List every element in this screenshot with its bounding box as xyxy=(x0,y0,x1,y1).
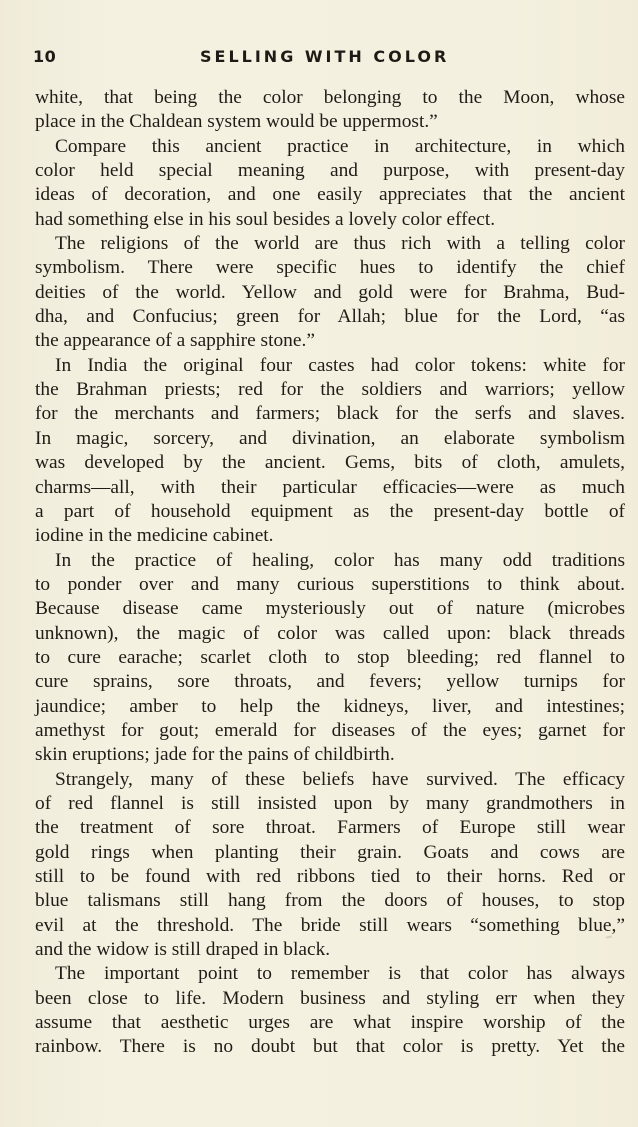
text-line: skin eruptions; jade for the pains of childbirth. xyxy=(35,744,395,766)
page-number: 10 xyxy=(33,47,57,66)
text-line: the treatment of sore throat. Farmers of Europe still wear xyxy=(35,817,625,839)
text-line: ideas of decoration, and one easily appreciates that the ancient xyxy=(35,184,625,206)
text-line: assume that aesthetic urges are what inspire worship of the xyxy=(35,1012,625,1034)
page-header xyxy=(33,43,593,71)
text-line: a part of household equipment as the present-day bottle of xyxy=(35,500,625,522)
text-line: gold rings when planting their grain. Goats and cows are xyxy=(35,841,625,863)
text-line: was developed by the ancient. Gems, bits of cloth, amulets, xyxy=(35,452,625,474)
text-line: rainbow. There is no doubt but that color is pretty. Yet the xyxy=(35,1036,625,1058)
text-line: had something else in his soul besides a lovely color effect. xyxy=(35,208,496,230)
text-line: to ponder over and many curious superstitions to think about. xyxy=(35,573,625,595)
body-text xyxy=(35,86,625,1060)
text-line: of red flannel is still insisted upon by many grandmothers in xyxy=(35,792,625,814)
text-line: iodine in the medicine cabinet. xyxy=(35,525,274,547)
text-line: charms—all, with their particular efficacies—were as much xyxy=(35,476,625,498)
text-line: Because disease came mysteriously out of nature (microbes xyxy=(35,598,625,620)
text-line: the Brahman priests; red for the soldiers and warriors; yellow xyxy=(35,379,625,401)
text-line: white, that being the color belonging to the Moon, whose xyxy=(35,87,625,108)
paragraph-first-line: The religions of the world are thus rich with a telling color xyxy=(55,233,625,255)
text-line: for the merchants and farmers; black for the serfs and slaves. xyxy=(35,403,625,425)
text-line: unknown), the magic of color was called upon: black threads xyxy=(35,622,625,644)
text-line: jaundice; amber to help the kidneys, liver, and intestines; xyxy=(35,695,625,717)
text-line: to cure earache; scarlet cloth to stop bleeding; red flannel to xyxy=(35,646,625,668)
text-line: amethyst for gout; emerald for diseases of the eyes; garnet for xyxy=(35,719,625,741)
text-line: In magic, sorcery, and divination, an elaborate symbolism xyxy=(35,427,625,449)
running-head: SELLING WITH COLOR xyxy=(200,47,450,66)
paragraph-first-line: Strangely, many of these beliefs have survived. The efficacy xyxy=(55,768,625,790)
paragraph-first-line: In the practice of healing, color has many odd traditions xyxy=(55,549,625,571)
text-line: the appearance of a sapphire stone.” xyxy=(35,330,315,352)
text-line: place in the Chaldean system would be uppermost.” xyxy=(35,111,438,133)
text-line: been close to life. Modern business and styling err when they xyxy=(35,987,625,1009)
paragraph-first-line: Compare this ancient practice in architecture, in which xyxy=(55,135,625,157)
text-line: blue talismans still hang from the doors of houses, to stop xyxy=(35,890,625,912)
text-line: color held special meaning and purpose, with present-day xyxy=(35,160,625,182)
paragraph-first-line: In India the original four castes had color tokens: white for xyxy=(55,354,625,376)
text-line: dha, and Confucius; green for Allah; blue for the Lord, “as xyxy=(35,306,625,328)
text-line: cure sprains, sore throats, and fevers; yellow turnips for xyxy=(35,671,625,693)
text-line: deities of the world. Yellow and gold were for Brahma, Bud- xyxy=(35,281,625,303)
text-line: still to be found with red ribbons tied to their horns. Red or xyxy=(35,866,625,887)
text-line: symbolism. There were specific hues to identify the chief xyxy=(35,257,625,279)
text-line: and the widow is still draped in black. xyxy=(35,939,331,961)
text-line: evil at the threshold. The bride still wears “something blue,” xyxy=(35,914,625,936)
paragraph-first-line: The important point to remember is that color has always xyxy=(55,963,625,985)
